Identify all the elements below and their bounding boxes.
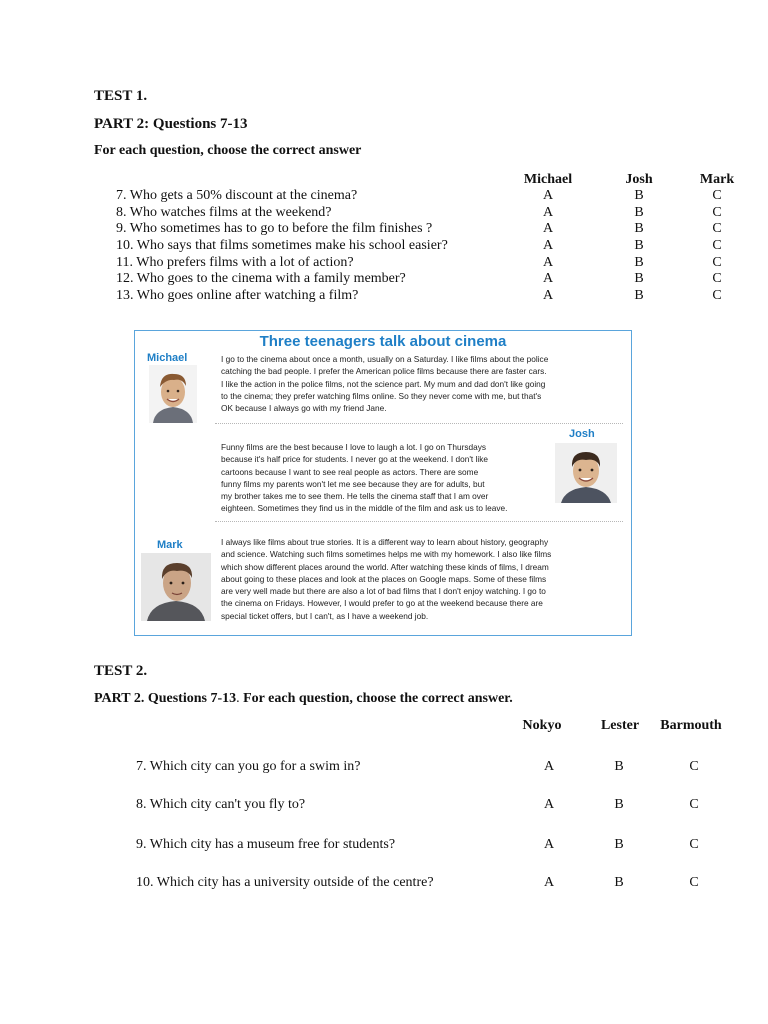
section-divider [215,423,623,424]
answer-option-a: A [542,188,554,203]
answer-option-b: B [634,188,644,203]
mark-name-label: Mark [157,539,183,551]
answer-option-a: A [542,238,554,253]
column-header-mark: Mark [699,172,735,187]
text-line: and science. Watching such films sometimes helps me with my homework. I also like films [221,549,552,560]
michael-photo [149,365,197,423]
question-text: 9. Who sometimes has to go to before the film finishes ? [116,221,433,236]
mark-photo [141,553,211,621]
test1-instruction: For each question, choose the correct answer [94,143,362,158]
question-text: 8. Who watches films at the weekend? [116,205,332,220]
answer-option-c: C [689,797,699,812]
column-header-josh: Josh [625,172,653,187]
question-text: 11. Who prefers films with a lot of action? [116,255,354,270]
answer-option-a: A [542,205,554,220]
josh-photo [555,443,617,503]
text-line: catching the bad people. I prefer the American police films because there are faster cars. [221,366,547,377]
test2-instruction: For each question, choose the correct answer. [243,691,513,706]
question-row [0,797,768,815]
michael-text [221,353,548,414]
section-divider [215,521,623,522]
question-text: 10. Who says that films sometimes make his school easier? [116,238,448,253]
answer-option-c: C [712,188,722,203]
text-line: I like the action in the police films, not the science part. My mum and dad don't like going [221,378,546,389]
answer-option-b: B [634,221,644,236]
answer-option-c: C [689,837,699,852]
question-row [0,288,768,305]
test1-part-heading: PART 2: Questions 7-13 [94,116,248,132]
test2-title: TEST 2. [94,663,148,679]
answer-option-c: C [712,238,722,253]
text-line: cartoons because I want to see real people as actors. There are some [221,466,479,477]
answer-option-b: B [614,797,624,812]
test2-part-heading [94,691,513,707]
answer-option-c: C [712,221,722,236]
question-row [0,188,768,205]
question-text: 10. Which city has a university outside of the centre? [136,875,434,890]
answer-option-b: B [634,288,644,303]
answer-option-c: C [712,288,722,303]
text-line: to the cinema; they prefer watching films online. So they never come with me, but that's [221,390,542,401]
question-row [0,238,768,255]
answer-option-a: A [542,221,554,236]
answer-option-a: A [543,837,555,852]
text-line: the cinema on Fridays. However, I would prefer to go at the weekend because there are [221,598,543,609]
question-text: 9. Which city has a museum free for students? [136,837,396,852]
question-row [0,837,768,855]
text-line: are very well made but there are also a lot of bad films that I don't enjoy watching. I go to [221,586,546,597]
question-text: 8. Which city can't you fly to? [136,797,306,812]
text-line: I go to the cinema about once a month, usually on a Saturday. I like films about the police [221,354,549,364]
answer-option-a: A [542,288,554,303]
column-header-nokyo: Nokyo [522,718,562,733]
text-line: which show different places around the world. After watching these kinds of films, I dream [221,561,549,572]
answer-option-b: B [614,875,624,890]
answer-option-b: B [634,271,644,286]
josh-text [221,441,507,515]
text-line: I always like films about true stories. It is a different way to learn about history, geography [221,537,549,547]
question-row [0,205,768,222]
test2-part-separator: . [236,691,244,706]
answer-option-b: B [634,255,644,270]
michael-name-label: Michael [147,352,188,364]
answer-option-a: A [543,797,555,812]
text-line: eighteen. Sometimes they find us in the middle of the film and ask us to leave. [221,503,508,514]
josh-name-label: Josh [569,428,595,440]
card-title: Three teenagers talk about cinema [259,333,507,350]
test2-part-label: PART 2. Questions 7-13 [94,691,237,706]
question-text: 7. Which city can you go for a swim in? [136,759,361,774]
text-line: Funny films are the best because I love to laugh a lot. I go on Thursdays [221,442,487,452]
answer-option-b: B [614,837,624,852]
answer-option-b: B [634,205,644,220]
question-row [0,875,768,893]
text-line: my brother takes me to see them. He tells the cinema staff that I am over [221,491,489,502]
text-line: special ticket offers, but I can't, as I have a weekend job. [221,610,429,621]
text-line: because it's half price for students. I never go at the weekend. I don't like [221,454,488,465]
text-line: about going to these places and look at the places on Google maps. Some of these films [221,573,547,584]
cinema-reading-card [134,330,632,636]
answer-option-a: A [542,255,554,270]
answer-option-c: C [712,255,722,270]
column-header-lester: Lester [600,718,640,733]
column-header-barmouth: Barmouth [660,718,722,733]
question-row [0,759,768,777]
answer-option-c: C [712,205,722,220]
test1-title: TEST 1. [94,88,148,104]
column-header-michael: Michael [523,172,573,187]
question-row [0,221,768,238]
answer-option-c: C [689,875,699,890]
answer-option-b: B [614,759,624,774]
answer-option-b: B [634,238,644,253]
answer-option-c: C [712,271,722,286]
question-text: 7. Who gets a 50% discount at the cinema? [116,188,358,203]
text-line: funny films my parents won't let me see because they are for adults, but [221,478,485,489]
answer-option-a: A [543,875,555,890]
answer-option-c: C [689,759,699,774]
question-text: 12. Who goes to the cinema with a family member? [116,271,406,286]
answer-option-a: A [543,759,555,774]
text-line: OK because I always go with my friend Jane. [221,403,387,414]
question-row [0,271,768,288]
mark-text [221,536,551,622]
answer-option-a: A [542,271,554,286]
question-text: 13. Who goes online after watching a film? [116,288,359,303]
question-row [0,255,768,272]
